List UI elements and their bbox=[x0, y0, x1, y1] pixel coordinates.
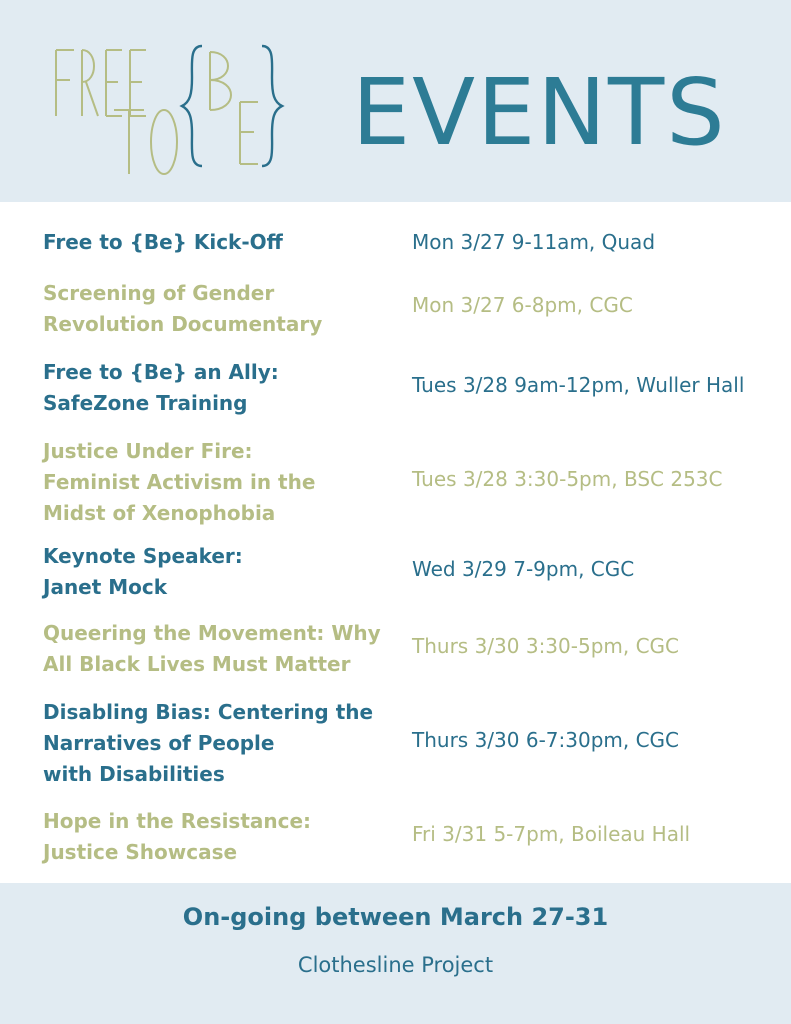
header-banner bbox=[0, 0, 791, 202]
event-time: Thurs 3/30 3:30-5pm, CGC bbox=[412, 634, 680, 658]
footer-banner bbox=[0, 883, 791, 1024]
event-name: Keynote Speaker: Janet Mock bbox=[43, 544, 243, 599]
event-time: Thurs 3/30 6-7:30pm, CGC bbox=[412, 728, 680, 752]
ongoing-title: On-going between March 27-31 bbox=[182, 903, 609, 931]
event-name: Hope in the Resistance: Justice Showcase bbox=[43, 809, 312, 864]
events-title: EVENTS bbox=[352, 59, 727, 166]
event-time: Mon 3/27 6-8pm, CGC bbox=[412, 293, 633, 317]
event-time: Tues 3/28 9am-12pm, Wuller Hall bbox=[412, 373, 745, 397]
event-name: Free to {Be} Kick-Off bbox=[43, 230, 283, 254]
event-time: Mon 3/27 9-11am, Quad bbox=[412, 230, 656, 254]
ongoing-item: Clothesline Project bbox=[297, 953, 494, 977]
events-list bbox=[0, 202, 791, 882]
event-name: Free to {Be} an Ally: SafeZone Training bbox=[43, 360, 279, 415]
event-name: Queering the Movement: Why All Black Lives Must Matter bbox=[43, 621, 381, 676]
event-time: Wed 3/29 7-9pm, CGC bbox=[412, 557, 635, 581]
event-time: Fri 3/31 5-7pm, Boileau Hall bbox=[412, 822, 691, 846]
event-name: Disabling Bias: Centering the Narratives of People with Disabilities bbox=[43, 700, 374, 786]
free-to-be-logo bbox=[50, 38, 290, 178]
event-time: Tues 3/28 3:30-5pm, BSC 253C bbox=[412, 467, 723, 491]
event-name: Screening of Gender Revolution Documentary bbox=[43, 281, 323, 336]
event-name: Justice Under Fire: Feminist Activism in the Midst of Xenophobia bbox=[43, 439, 316, 525]
